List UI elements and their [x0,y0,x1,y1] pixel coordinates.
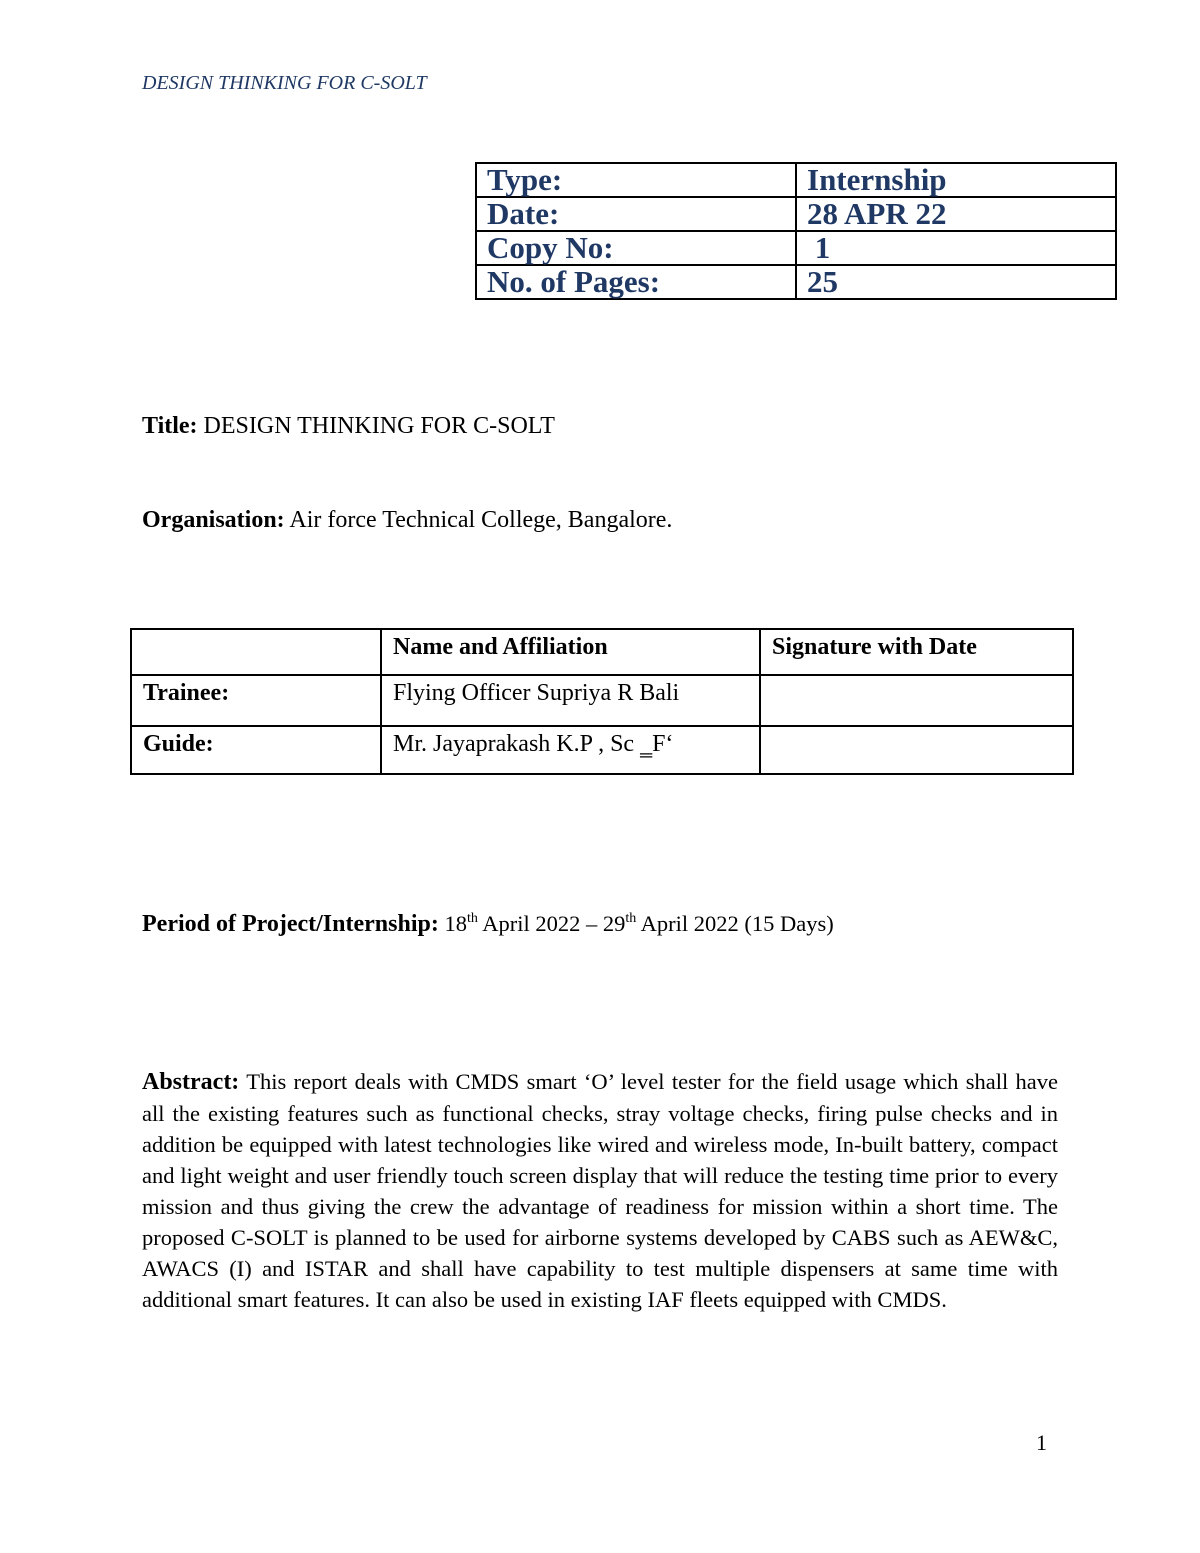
header-cell [131,629,381,675]
people-header-row [131,629,1073,675]
period-start-suffix: th [466,911,478,926]
title-line [142,411,555,441]
period-end-suffix: th [625,911,637,926]
role-cell: Guide: [131,726,381,774]
period-end-rest: April 2022 (15 Days) [636,911,834,936]
info-value: 28 APR 22 [796,197,1116,231]
info-row-type [476,163,1116,197]
signature-cell [760,675,1073,726]
name-cell: Mr. Jayaprakash K.P , Sc ‗F‘ [381,726,760,774]
info-label: Type: [476,163,796,197]
abstract-paragraph [142,1066,1058,1315]
people-row-guide [131,726,1073,774]
period-label: Period of Project/Internship: [142,911,439,937]
people-table [130,628,1074,775]
name-cell: Flying Officer Supriya R Bali [381,675,760,726]
title-value: DESIGN THINKING FOR C-SOLT [197,413,555,439]
info-row-date [476,197,1116,231]
header-cell: Name and Affiliation [381,629,760,675]
abstract-text: This report deals with CMDS smart ‘O’ level tester for the field usage which shall have all the existing features such as functional checks, stray voltage checks, firing pulse checks and in addition be equipped with latest technologies like wired and wireless mode, In-built battery, compact and light weight and user friendly touch screen display that will reduce the testing time prior to every mission and thus giving the crew the advantage of readiness for mission within a short time. The proposed C-SOLT is planned to be used for airborne systems developed by CABS such as AEW&C, AWACS (I) and ISTAR and shall have capability to test multiple dispensers at same time with additional smart features. It can also be used in existing IAF fleets equipped with CMDS. [142,1069,1058,1312]
organisation-line [142,505,672,535]
people-row-trainee [131,675,1073,726]
title-label: Title: [142,413,198,439]
document-info-table [475,162,1117,300]
organisation-label: Organisation: [142,507,285,533]
info-row-copy [476,231,1116,265]
period-start-rest: April 2022 – 29 [477,911,626,936]
period-line [142,909,834,939]
running-header: DESIGN THINKING FOR C-SOLT [142,72,427,94]
info-label: Date: [476,197,796,231]
role-cell: Trainee: [131,675,381,726]
abstract-label: Abstract: [142,1069,240,1095]
period-start-day: 18 [438,911,467,936]
info-row-pages [476,265,1116,299]
info-value: 1 [796,231,1116,265]
info-label: No. of Pages: [476,265,796,299]
info-value: Internship [796,163,1116,197]
info-label: Copy No: [476,231,796,265]
signature-cell [760,726,1073,774]
organisation-value: Air force Technical College, Bangalore. [284,507,673,533]
page-number: 1 [1036,1430,1047,1455]
info-value: 25 [796,265,1116,299]
header-cell: Signature with Date [760,629,1073,675]
